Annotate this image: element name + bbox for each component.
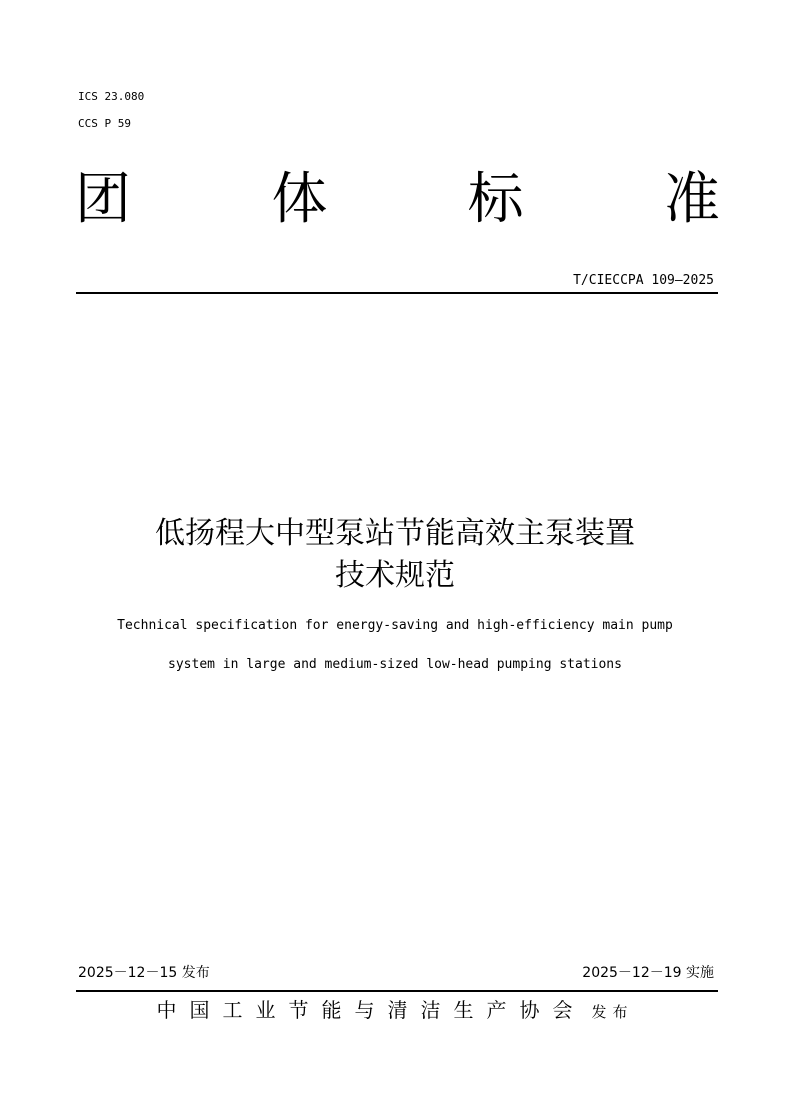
standard-number: T/CIECCPA 109—2025	[573, 273, 714, 288]
top-divider	[76, 292, 718, 294]
document-type-heading	[75, 165, 720, 235]
chinese-title-line-2: 技术规范	[335, 558, 455, 593]
implementation-date: 2025－12－19 实施	[582, 965, 714, 981]
chinese-title-line-1: 低扬程大中型泵站节能高效主泵装置	[155, 516, 635, 551]
publisher-name: 中国工业节能与清洁生产协会	[156, 998, 586, 1022]
publisher-suffix: 发布	[591, 1003, 634, 1021]
doc-type-char: 体	[271, 167, 328, 232]
publisher-line	[0, 995, 790, 1027]
doc-type-char: 团	[75, 167, 131, 232]
publish-date: 2025－12－15 发布	[78, 965, 210, 981]
english-title-line-1: Technical specification for energy-saving and high-efficiency main pump	[117, 618, 673, 633]
english-title-line-2: system in large and medium-sized low-head pumping stations	[168, 657, 622, 672]
ics-code: ICS 23.080	[78, 90, 145, 103]
doc-type-char: 标	[467, 167, 524, 232]
ccs-code: CCS P 59	[78, 117, 131, 130]
bottom-divider	[76, 990, 718, 992]
doc-type-char: 准	[663, 167, 720, 232]
